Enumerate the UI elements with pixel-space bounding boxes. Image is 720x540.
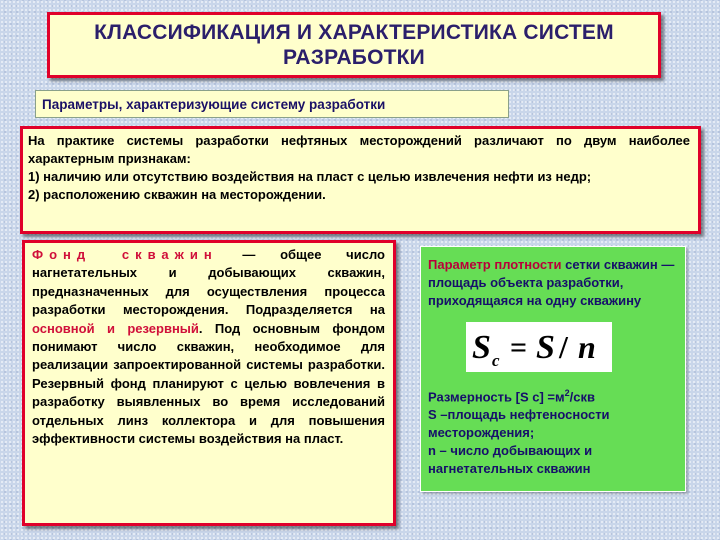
well-fund-panel	[22, 240, 396, 526]
formula-numerator: S	[536, 329, 555, 366]
intro-panel	[20, 126, 701, 234]
density-formula	[466, 322, 612, 372]
formula-graphic	[466, 322, 612, 372]
intro-item-1: 1) наличию или отсутствию воздействия на пласт с целью извлечения нефти из недр;	[28, 169, 592, 184]
subtitle-box	[35, 90, 509, 118]
density-panel	[420, 246, 686, 492]
well-fund-term: Фонд скважин	[32, 247, 218, 262]
title-banner	[47, 12, 661, 78]
intro-item-2: 2) расположению скважин на месторождении.	[28, 187, 326, 202]
well-fund-text	[32, 246, 385, 448]
formula-equals: =	[510, 331, 528, 364]
dimension-superscript: 2	[564, 388, 570, 398]
count-definition: n – число добывающих и нагнетательных скважин	[428, 443, 593, 477]
dimension-unit: /скв	[569, 389, 595, 405]
title-line-2: РАЗРАБОТКИ	[283, 46, 425, 69]
formula-lhs-sub: c	[492, 351, 500, 370]
formula-denominator: n	[578, 329, 596, 365]
density-grid-word: сетки	[561, 257, 601, 272]
formula-slash: /	[559, 329, 568, 365]
area-definition: S –площадь нефтеносности месторождения;	[428, 407, 610, 441]
intro-paragraph: На практике системы разработки нефтяных месторождений различают по двум наиболее характерным признакам:	[28, 133, 690, 166]
well-fund-definition-2: . Под основным фондом понимают число скважин, необходимое для реализации запроектированной системы разработки. Резервный фонд планируют с целью вовлечения в разработку выявленных во время исследований отдельных линз коллектора и для повышения эффективности системы воздействия на пласт.	[32, 320, 385, 447]
density-definition	[428, 256, 679, 310]
subtitle-text: Параметры, характеризующие систему разработки	[42, 97, 386, 112]
well-fund-highlight: основной и резервный	[32, 320, 199, 336]
title-line-1: КЛАССИФИКАЦИЯ И ХАРАКТЕРИСТИКА СИСТЕМ	[94, 21, 614, 44]
dimension-label: Размерность [S с] =м	[428, 389, 565, 405]
dimension-line	[428, 384, 679, 406]
formula-lhs: S	[472, 329, 491, 366]
slide-title	[94, 20, 614, 70]
density-term: Параметр плотности	[428, 257, 562, 272]
density-definition-rest: скважин — площадь объекта разработки, приходящаяся на одну скважину	[428, 257, 675, 308]
density-dimension-block	[428, 384, 679, 478]
well-fund-definition-1: — общее число нагнетательных и добывающих скважин, предназначенных для осуществления процесса разработки месторождения. Подразделяется на	[32, 247, 385, 318]
